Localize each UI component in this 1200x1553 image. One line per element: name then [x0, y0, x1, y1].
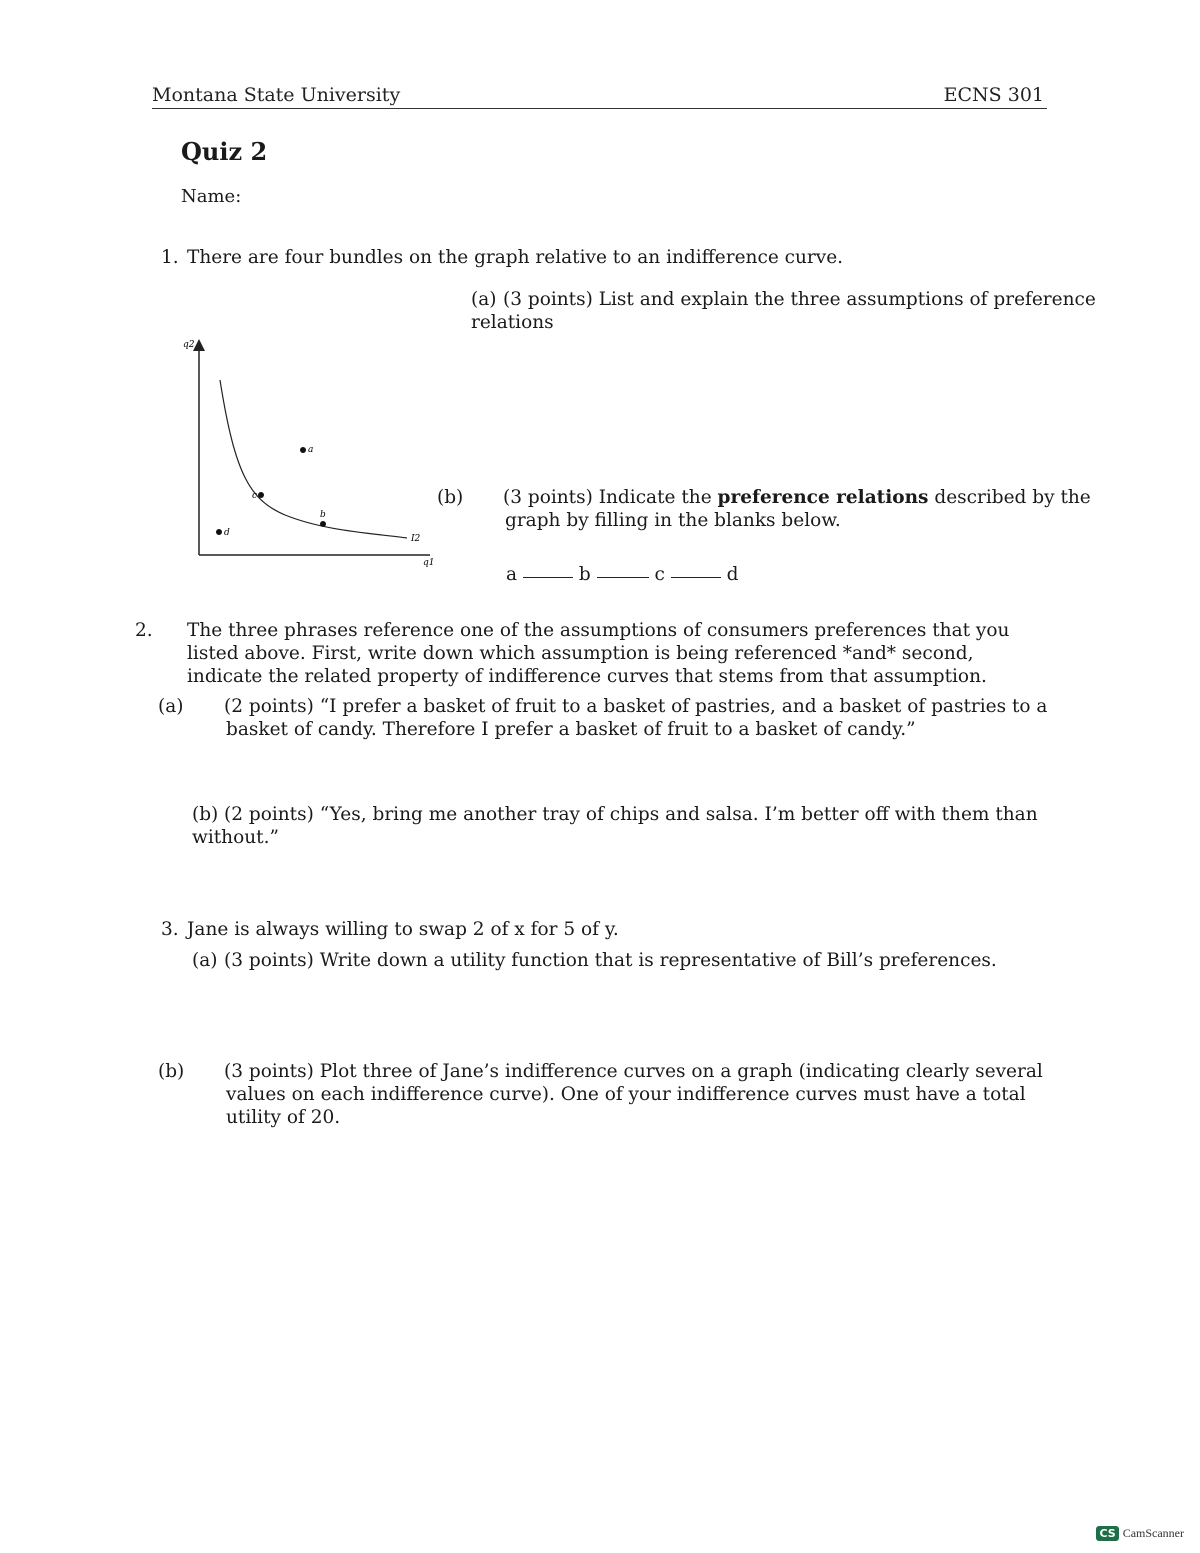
- q1a-text: (3 points) List and explain the three assumptions of preference relations: [471, 289, 1096, 333]
- q1b: [437, 486, 1143, 532]
- camscanner-watermark: [1096, 1526, 1184, 1541]
- camscanner-badge: CS: [1096, 1526, 1118, 1541]
- q2a: [158, 695, 1052, 741]
- quiz-title: Quiz 2: [181, 137, 268, 166]
- header-rule: [152, 108, 1047, 109]
- blank-label-d: d: [726, 564, 739, 585]
- camscanner-text: CamScanner: [1122, 1526, 1184, 1540]
- point-d-label: d: [224, 528, 230, 538]
- q1b-text-after: described by the graph by filling in the blanks below.: [505, 487, 1091, 531]
- q1-stem: [161, 246, 843, 269]
- q1-blanks-row: [506, 563, 738, 586]
- x-axis-label: q1: [423, 558, 435, 568]
- q3a-label: (a): [192, 950, 218, 971]
- q3b: [158, 1060, 1052, 1129]
- q3a-text: (3 points) Write down a utility function that is representative of Bill’s preferences.: [224, 950, 997, 971]
- q1-number: 1.: [161, 247, 179, 268]
- q3b-label: (b): [158, 1061, 185, 1082]
- q3a: [192, 949, 1052, 972]
- q2b: [192, 803, 1062, 849]
- name-label: Name:: [181, 186, 242, 207]
- q1-text: There are four bundles on the graph relative to an indifference curve.: [187, 247, 844, 268]
- q3-text: Jane is always willing to swap 2 of x for 5 of y.: [187, 919, 619, 940]
- q1a-label: (a): [471, 289, 497, 310]
- q2b-label: (b): [192, 804, 219, 825]
- point-a-label: a: [308, 445, 314, 455]
- q2-number: 2.: [135, 620, 153, 641]
- q3-number: 3.: [161, 919, 179, 940]
- q2-text: The three phrases reference one of the assumptions of consumers preferences that you listed above. First, write down which assumption is being referenced *and* second, indicate the related property of indifference curves that stems from that assumption.: [187, 620, 1010, 687]
- point-c-label: c: [252, 491, 258, 501]
- blank-ab[interactable]: [523, 577, 573, 578]
- point-d: [216, 529, 222, 535]
- indifference-curve: [220, 380, 407, 538]
- blank-bc[interactable]: [597, 577, 649, 578]
- q1a: [471, 288, 1131, 334]
- q2b-text: (2 points) “Yes, bring me another tray of chips and salsa. I’m better off with them than without.”: [192, 804, 1038, 848]
- q1b-bold-text: preference relations: [717, 487, 929, 508]
- q3-stem: [161, 918, 619, 941]
- point-b: [320, 521, 326, 527]
- indifference-curve-graph: [175, 335, 445, 575]
- course-code: ECNS 301: [943, 84, 1044, 106]
- blank-label-b: b: [578, 564, 591, 585]
- q3b-text: (3 points) Plot three of Jane’s indifference curves on a graph (indicating clearly several values on each indifference curve). One of your indifference curves must have a total utility of 20.: [224, 1061, 1043, 1128]
- q1b-label: (b): [437, 487, 464, 508]
- y-axis-label: q2: [183, 340, 195, 350]
- q2a-text: (2 points) “I prefer a basket of fruit to a basket of pastries, and a basket of pastries to a basket of candy. Therefore I prefer a basket of fruit to a basket of candy.”: [224, 696, 1048, 740]
- q1b-text-before: (3 points) Indicate the: [503, 487, 712, 508]
- point-c: [258, 492, 264, 498]
- blank-label-a: a: [506, 564, 518, 585]
- blank-label-c: c: [654, 564, 665, 585]
- university-name: Montana State University: [152, 84, 401, 106]
- blank-cd[interactable]: [671, 577, 721, 578]
- curve-label: I2: [411, 534, 421, 544]
- q2-stem: [135, 619, 1051, 688]
- q2a-label: (a): [158, 696, 184, 717]
- point-b-label: b: [320, 510, 326, 520]
- point-a: [300, 447, 306, 453]
